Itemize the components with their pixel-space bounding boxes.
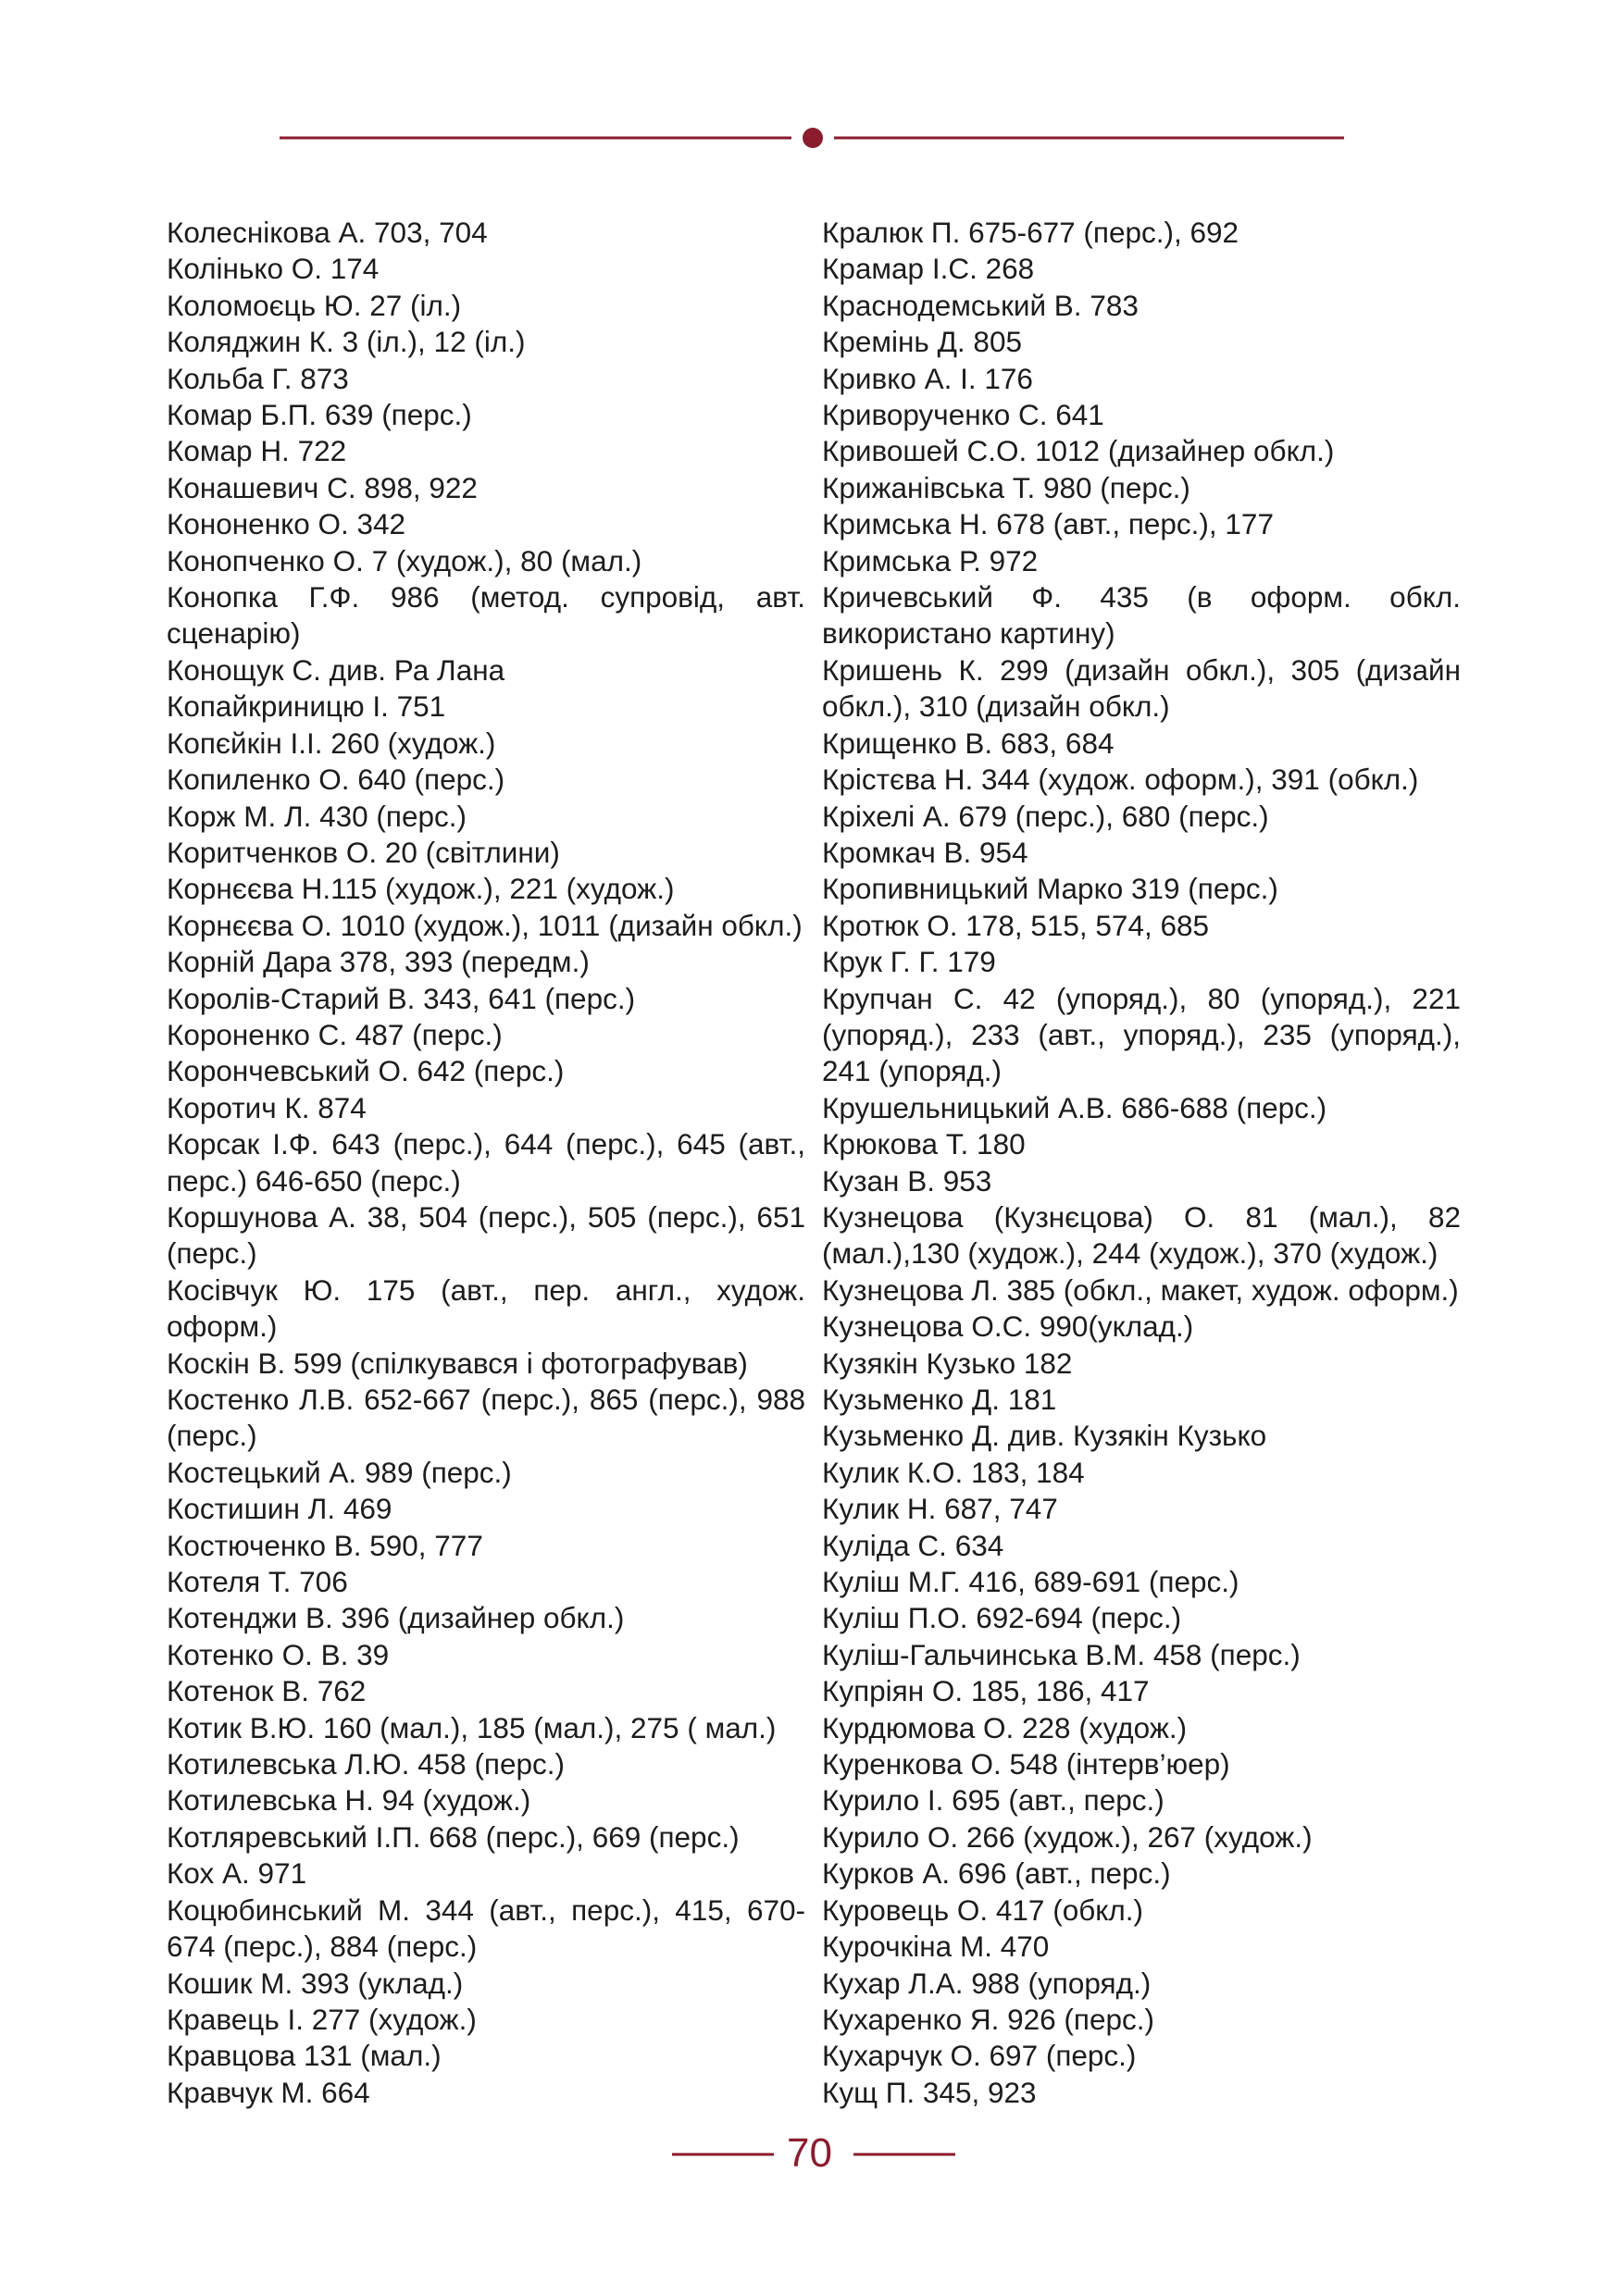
index-entry: Копєйкін І.І. 260 (худож.) xyxy=(167,726,496,760)
index-columns xyxy=(167,215,1463,2112)
index-column-left xyxy=(167,215,805,2111)
index-entry: Котенко О. В. 39 xyxy=(167,1637,390,1671)
index-entry: Кузякін Кузько 182 xyxy=(822,1346,1073,1380)
index-entry: Кухаренко Я. 926 (перс.) xyxy=(822,2002,1154,2036)
index-entry: Кузьменко Д. 181 xyxy=(822,1383,1057,1416)
index-column-right xyxy=(822,215,1461,2111)
index-entry: Кривко А. І. 176 xyxy=(822,361,1033,395)
index-entry: Копиленко О. 640 (перс.) xyxy=(167,763,505,797)
index-entry: Кухар Л.А. 988 (упоряд.) xyxy=(822,1966,1152,2000)
index-entry: Кромкач В. 954 xyxy=(822,835,1028,869)
index-entry: Костюченко В. 590, 777 xyxy=(167,1528,483,1562)
index-entry: Купріян О. 185, 186, 417 xyxy=(822,1674,1150,1708)
index-entry: Кравчук М. 664 xyxy=(167,2075,370,2109)
index-entry: Колеснікова А. 703, 704 xyxy=(167,216,488,249)
index-entry: Кох А. 971 xyxy=(167,1856,307,1891)
index-entry: Кріхелі А. 679 (перс.), 680 (перс.) xyxy=(822,799,1269,833)
page-number: 70 xyxy=(787,2130,832,2176)
index-entry: Крупчан С. 42 (упоряд.), 80 (упоряд.), 221 (упоряд.), 233 (авт., упоряд.), 235 (упоряд.), 241 (упоряд.) xyxy=(822,981,1461,1088)
index-entry: Кулик К.О. 183, 184 xyxy=(822,1455,1085,1489)
index-entry: Конашевич С. 898, 922 xyxy=(167,470,478,504)
index-entry: Котеля Т. 706 xyxy=(167,1565,348,1599)
index-entry: Котенджи В. 396 (дизайнер обкл.) xyxy=(167,1601,625,1635)
index-entry: Коротич К. 874 xyxy=(167,1090,367,1124)
index-entry: Куровець О. 417 (обкл.) xyxy=(822,1893,1144,1927)
index-entry: Корній Дара 378, 393 (передм.) xyxy=(167,945,590,979)
index-entry: Кузан В. 953 xyxy=(822,1163,992,1198)
index-entry: Куренкова О. 548 (інтерв’юер) xyxy=(822,1747,1230,1781)
index-entry: Кримська Р. 972 xyxy=(822,543,1039,577)
index-entry: Кривошей С.О. 1012 (дизайнер обкл.) xyxy=(822,434,1335,468)
index-entry: Конопка Г.Ф. 986 (метод. супровід, авт. сценарію) xyxy=(167,580,805,651)
index-entry: Коритченков О. 20 (світлини) xyxy=(167,835,560,869)
index-entry: Котилевська Л.Ю. 458 (перс.) xyxy=(167,1747,566,1781)
index-entry: Коцюбинський М. 344 (авт., перс.), 415, 670-674 (перс.), 884 (перс.) xyxy=(167,1893,805,1964)
index-entry: Корнєєва О. 1010 (худож.), 1011 (дизайн обкл.) xyxy=(167,908,803,942)
index-entry: Кулик Н. 687, 747 xyxy=(822,1492,1058,1526)
index-entry: Крістєва Н. 344 (худож. оформ.), 391 (обкл.) xyxy=(822,763,1419,797)
index-entry: Кузнецова Л. 385 (обкл., макет, худож. оформ.) xyxy=(822,1272,1459,1307)
index-entry: Курило І. 695 (авт., перс.) xyxy=(822,1783,1164,1818)
index-entry: Копайкриницю І. 751 xyxy=(167,689,446,724)
index-entry: Комар Б.П. 639 (перс.) xyxy=(167,398,472,432)
index-entry: Котик В.Ю. 160 (мал.), 185 (мал.), 275 ( мал.) xyxy=(167,1710,777,1744)
index-entry: Котилевська Н. 94 (худож.) xyxy=(167,1783,531,1818)
index-entry: Краснодемський В. 783 xyxy=(822,288,1139,322)
index-entry: Кравцова 131 (мал.) xyxy=(167,2039,442,2073)
index-entry: Косівчук Ю. 175 (авт., пер. англ., худож. оформ.) xyxy=(167,1272,805,1344)
index-entry: Кралюк П. 675-677 (перс.), 692 xyxy=(822,216,1239,249)
index-entry: Конощук С. див. Ра Лана xyxy=(167,652,505,687)
index-entry: Коломоєць Ю. 27 (іл.) xyxy=(167,288,462,322)
index-entry: Криворученко С. 641 xyxy=(822,398,1104,432)
index-entry: Курдюмова О. 228 (худож.) xyxy=(822,1710,1188,1744)
index-entry: Коршунова А. 38, 504 (перс.), 505 (перс.), 651 (перс.) xyxy=(167,1199,805,1271)
index-entry: Костишин Л. 469 xyxy=(167,1492,392,1526)
index-entry: Куліш-Гальчинська В.М. 458 (перс.) xyxy=(822,1637,1301,1671)
index-entry: Кришень К. 299 (дизайн обкл.), 305 (дизайн обкл.), 310 (дизайн обкл.) xyxy=(822,652,1461,724)
index-entry: Колінько О. 174 xyxy=(167,252,380,286)
index-entry: Корсак І.Ф. 643 (перс.), 644 (перс.), 645 (авт., перс.) 646-650 (перс.) xyxy=(167,1127,805,1198)
index-entry: Костенко Л.В. 652-667 (перс.), 865 (перс.), 988 (перс.) xyxy=(167,1383,805,1453)
index-entry: Кричевський Ф. 435 (в оформ. обкл. використано картину) xyxy=(822,580,1461,651)
index-entry: Королів-Старий В. 343, 641 (перс.) xyxy=(167,981,636,1015)
index-entry: Кротюк О. 178, 515, 574, 685 xyxy=(822,908,1210,942)
index-entry: Кропивницький Марко 319 (перс.) xyxy=(822,872,1278,906)
index-entry: Корж М. Л. 430 (перс.) xyxy=(167,799,467,833)
index-entry: Коскін В. 599 (спілкувався і фотографував) xyxy=(167,1346,748,1380)
index-entry: Кузнецова (Кузнєцова) О. 81 (мал.), 82 (мал.),130 (худож.), 244 (худож.), 370 (худож.) xyxy=(822,1199,1461,1271)
index-entry: Котенок В. 762 xyxy=(167,1674,367,1708)
index-entry: Кузьменко Д. див. Кузякін Кузько xyxy=(822,1419,1267,1453)
index-entry: Кошик М. 393 (уклад.) xyxy=(167,1966,464,2000)
index-entry: Котляревський І.П. 668 (перс.), 669 (перс.) xyxy=(167,1819,740,1854)
index-entry: Кононенко О. 342 xyxy=(167,507,406,541)
header-dot xyxy=(803,128,823,148)
index-entry: Крук Г. Г. 179 xyxy=(822,945,996,979)
index-entry: Курило О. 266 (худож.), 267 (худож.) xyxy=(822,1819,1313,1854)
index-entry: Кримська Н. 678 (авт., перс.), 177 xyxy=(822,507,1274,541)
index-entry: Коляджин К. 3 (іл.), 12 (іл.) xyxy=(167,325,526,359)
index-entry: Кравець І. 277 (худож.) xyxy=(167,2002,477,2036)
index-entry: Кузнецова О.С. 990(уклад.) xyxy=(822,1309,1194,1344)
index-entry: Куліш П.О. 692-694 (перс.) xyxy=(822,1601,1182,1635)
index-entry: Короненко С. 487 (перс.) xyxy=(167,1017,503,1051)
index-entry: Конопченко О. 7 (худож.), 80 (мал.) xyxy=(167,543,642,577)
index-entry: Крижанівська Т. 980 (перс.) xyxy=(822,470,1190,504)
index-entry: Кухарчук О. 697 (перс.) xyxy=(822,2039,1137,2073)
index-entry: Куліда С. 634 xyxy=(822,1528,1004,1562)
index-entry: Костецький А. 989 (перс.) xyxy=(167,1455,512,1489)
index-entry: Курочкіна М. 470 xyxy=(822,1930,1050,1964)
index-entry: Комар Н. 722 xyxy=(167,434,347,468)
index-entry: Крушельницький А.В. 686-688 (перс.) xyxy=(822,1090,1327,1124)
index-entry: Крамар І.С. 268 xyxy=(822,252,1035,286)
index-entry: Крюкова Т. 180 xyxy=(822,1127,1026,1161)
index-entry: Курков А. 696 (авт., перс.) xyxy=(822,1856,1171,1891)
index-entry: Кольба Г. 873 xyxy=(167,361,349,395)
index-entry: Крищенко В. 683, 684 xyxy=(822,726,1115,760)
index-entry: Куліш М.Г. 416, 689-691 (перс.) xyxy=(822,1565,1239,1599)
index-entry: Корончевський О. 642 (перс.) xyxy=(167,1054,565,1088)
index-entry: Корнєєва Н.115 (худож.), 221 (худож.) xyxy=(167,872,675,906)
index-entry: Кущ П. 345, 923 xyxy=(822,2075,1037,2109)
index-entry: Кремінь Д. 805 xyxy=(822,325,1022,359)
